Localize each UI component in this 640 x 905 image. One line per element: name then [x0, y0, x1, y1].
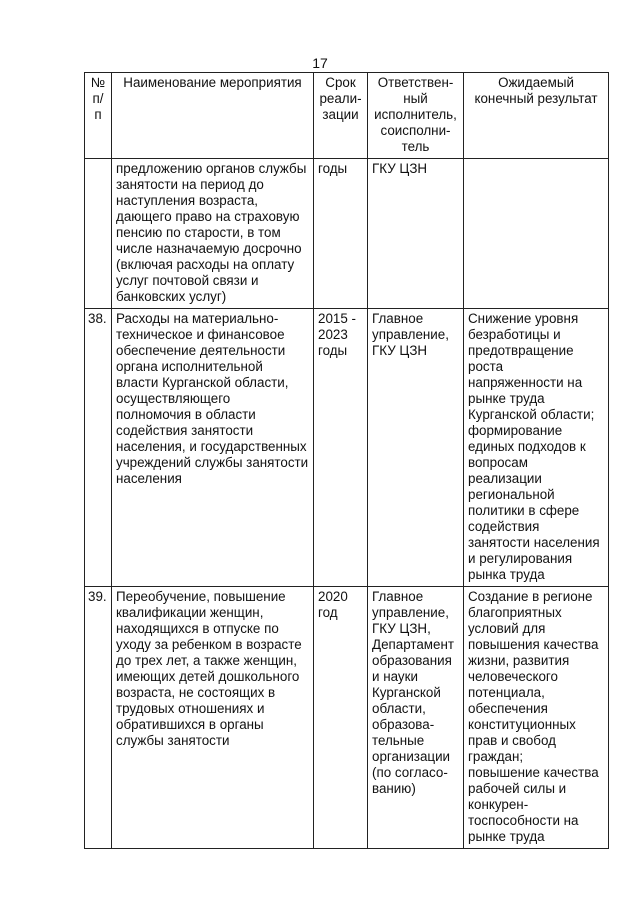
row-term: годы [314, 159, 368, 309]
header-expected-result: Ожидаемый конечный результат [464, 73, 609, 159]
row-measure-name: Переобучение, повышение квалификации женщин, находящихся в отпуске по уходу за ребенком в возрасте до трех лет, а также женщин, имеющих детей дошкольного возраста, не состоящих в трудовых отношениях и обратившихся в органы службы занятости [112, 587, 314, 849]
row-responsible: Главное управление, ГКУ ЦЗН [368, 309, 464, 587]
row-number [85, 159, 112, 309]
table-row [85, 159, 609, 309]
header-term: Срок реали- зации [314, 73, 368, 159]
row-responsible: Главное управление, ГКУ ЦЗН, Департамент образования и науки Курганской области, образова- тельные организации (по согласо- ванию) [368, 587, 464, 849]
row-term: 2020 год [314, 587, 368, 849]
measures-table [84, 72, 609, 849]
table-row [85, 309, 609, 587]
row-responsible: ГКУ ЦЗН [368, 159, 464, 309]
header-measure-name: Наименование мероприятия [112, 73, 314, 159]
page-number: 17 [312, 55, 328, 71]
row-expected-result [464, 159, 609, 309]
row-expected-result: Снижение уровня безработицы и предотвращение роста напряженности на рынке труда Курганской области; формирование единых подходов к вопросам реализации региональной политики в сфере содействия занятости населения и регулирования рынка труда [464, 309, 609, 587]
row-measure-name: Расходы на материально- техническое и финансовое обеспечение деятельности органа исполнительной власти Курганской области, осуществляющего полномочия в области содействия занятости населения, и государственных учреждений службы занятости населения [112, 309, 314, 587]
table-header-row [85, 73, 609, 159]
row-term: 2015 - 2023 годы [314, 309, 368, 587]
table-row [85, 587, 609, 849]
row-expected-result: Создание в регионе благоприятных условий для повышения качества жизни, развития человеческого потенциала, обеспечения конституционных прав и свобод граждан; повышение качества рабочей силы и конкурен- тоспособности на рынке труда [464, 587, 609, 849]
header-number: № п/п [85, 73, 112, 159]
row-number: 39. [85, 587, 112, 849]
row-measure-name: предложению органов службы занятости на период до наступления возраста, дающего право на страховую пенсию по старости, в том числе назначаемую досрочно (включая расходы на оплату услуг почтовой связи и банковских услуг) [112, 159, 314, 309]
header-responsible: Ответствен- ный исполнитель, соисполни- тель [368, 73, 464, 159]
row-number: 38. [85, 309, 112, 587]
